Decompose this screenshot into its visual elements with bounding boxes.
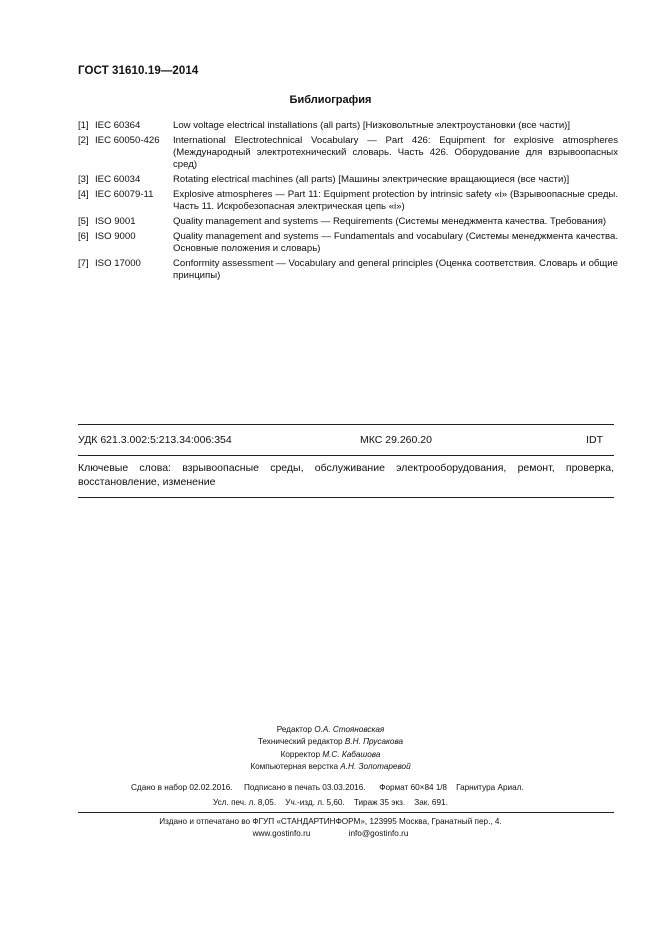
bib-code: IEC 60034 bbox=[95, 174, 141, 185]
bib-number: [6] bbox=[78, 231, 89, 242]
credit-layout bbox=[0, 761, 661, 773]
udk-code: УДК 621.3.002:5:213.34:006:354 bbox=[78, 434, 232, 446]
credit-role: Компьютерная верстка bbox=[250, 762, 339, 772]
format-fraction: 1/8 bbox=[435, 783, 447, 793]
bibliography-item bbox=[78, 258, 618, 282]
credit-proofreader bbox=[0, 749, 661, 761]
bibliography-list bbox=[78, 120, 618, 285]
bib-number: [1] bbox=[78, 120, 89, 131]
credit-role: Корректор bbox=[280, 749, 321, 759]
bib-text: International Electrotechnical Vocabulary — Part 426: Equipment for explosive atmospheres (Международный электротехнический словарь. Часть 426. Оборудование для взрывоопасных сред) bbox=[173, 135, 618, 170]
divider-bottom bbox=[78, 497, 614, 498]
email-link[interactable]: info@gostinfo.ru bbox=[348, 829, 409, 838]
credit-role: Технический редактор bbox=[257, 737, 343, 747]
format-label: Формат 60×84 bbox=[379, 783, 434, 792]
bib-text: Explosive atmospheres — Part 11: Equipment protection by intrinsic safety «i» (Взрывоопасные среды. Часть 11. Искробезопасная электрическая цепь «i») bbox=[173, 189, 618, 212]
submitted-date: Сдано в набор 02.02.2016. bbox=[131, 783, 233, 792]
bibliography-item bbox=[78, 135, 618, 171]
credit-role: Редактор bbox=[276, 725, 312, 734]
bib-text: Conformity assessment — Vocabulary and general principles (Оценка соответствия. Словарь и общие принципы) bbox=[173, 258, 618, 281]
signed-date: Подписано в печать 03.03.2016. bbox=[244, 783, 366, 792]
bib-number: [4] bbox=[78, 189, 89, 200]
standard-number-header: ГОСТ 31610.19—2014 bbox=[78, 65, 199, 77]
typeface: Гарнитура Ариал. bbox=[456, 783, 524, 792]
publisher-info bbox=[0, 816, 661, 840]
keywords-text: Ключевые слова: взрывоопасные среды, обслуживание электрооборудования, ремонт, проверка, восстановление, изменение bbox=[78, 462, 614, 488]
website-link[interactable]: www.gostinfo.ru bbox=[252, 829, 311, 838]
idt-label: IDT bbox=[586, 434, 603, 446]
editorial-credits bbox=[0, 724, 661, 774]
bib-text: Rotating electrical machines (all parts) [Машины электрические вращающиеся (все части)] bbox=[173, 174, 570, 185]
divider-publisher bbox=[78, 812, 614, 813]
print-run: Тираж 35 экз. bbox=[353, 798, 406, 808]
print-information bbox=[0, 780, 661, 810]
divider-middle bbox=[78, 455, 614, 456]
publisher-line: Издано и отпечатано во ФГУП «СТАНДАРТИНФОРМ», 123995 Москва, Гранатный пер., 4. bbox=[159, 817, 502, 826]
bib-text: Quality management and systems — Requirements (Системы менеджмента качества. Требования) bbox=[173, 216, 607, 227]
bibliography-item bbox=[78, 120, 618, 132]
publisher-sheets: Уч.-изд. л. 5,60. bbox=[285, 798, 345, 808]
publisher-contacts bbox=[0, 828, 661, 840]
bib-code: ISO 9000 bbox=[95, 231, 136, 242]
bib-code: IEC 60364 bbox=[95, 120, 141, 131]
print-info-row-2 bbox=[0, 795, 661, 810]
bibliography-item bbox=[78, 231, 618, 255]
bib-code: IEC 60050-426 bbox=[95, 135, 160, 146]
divider-top bbox=[78, 424, 614, 425]
credit-name: О.А. Стояновская bbox=[314, 725, 385, 734]
bibliography-item bbox=[78, 174, 618, 186]
print-sheets: Усл. печ. л. 8,05. bbox=[213, 798, 277, 808]
bib-number: [2] bbox=[78, 135, 89, 146]
bib-code: IEC 60079-11 bbox=[95, 189, 154, 200]
bib-number: [5] bbox=[78, 216, 89, 227]
credit-name: В.Н. Прусакова bbox=[344, 737, 404, 747]
credit-tech-editor bbox=[0, 736, 661, 748]
bib-text: Low voltage electrical installations (all parts) [Низковольтные электроустановки (все части)] bbox=[173, 120, 571, 131]
order-number: Зак. 691. bbox=[414, 798, 448, 808]
bib-number: [3] bbox=[78, 174, 89, 185]
bib-code: ISO 9001 bbox=[95, 216, 136, 227]
credit-name: М.С. Кабашова bbox=[322, 749, 381, 759]
print-info-row-1 bbox=[0, 780, 661, 795]
credit-editor bbox=[0, 724, 661, 736]
bibliography-item bbox=[78, 189, 618, 213]
credit-name: А.Н. Золотаревой bbox=[340, 762, 411, 772]
bib-code: ISO 17000 bbox=[95, 258, 141, 269]
bibliography-title: Библиография bbox=[289, 94, 372, 106]
bibliography-item bbox=[78, 216, 618, 228]
bib-number: [7] bbox=[78, 258, 89, 269]
bib-text: Quality management and systems — Fundamentals and vocabulary (Системы менеджмента качества. Основные положения и словарь) bbox=[173, 231, 618, 254]
mks-code: МКС 29.260.20 bbox=[360, 434, 432, 446]
